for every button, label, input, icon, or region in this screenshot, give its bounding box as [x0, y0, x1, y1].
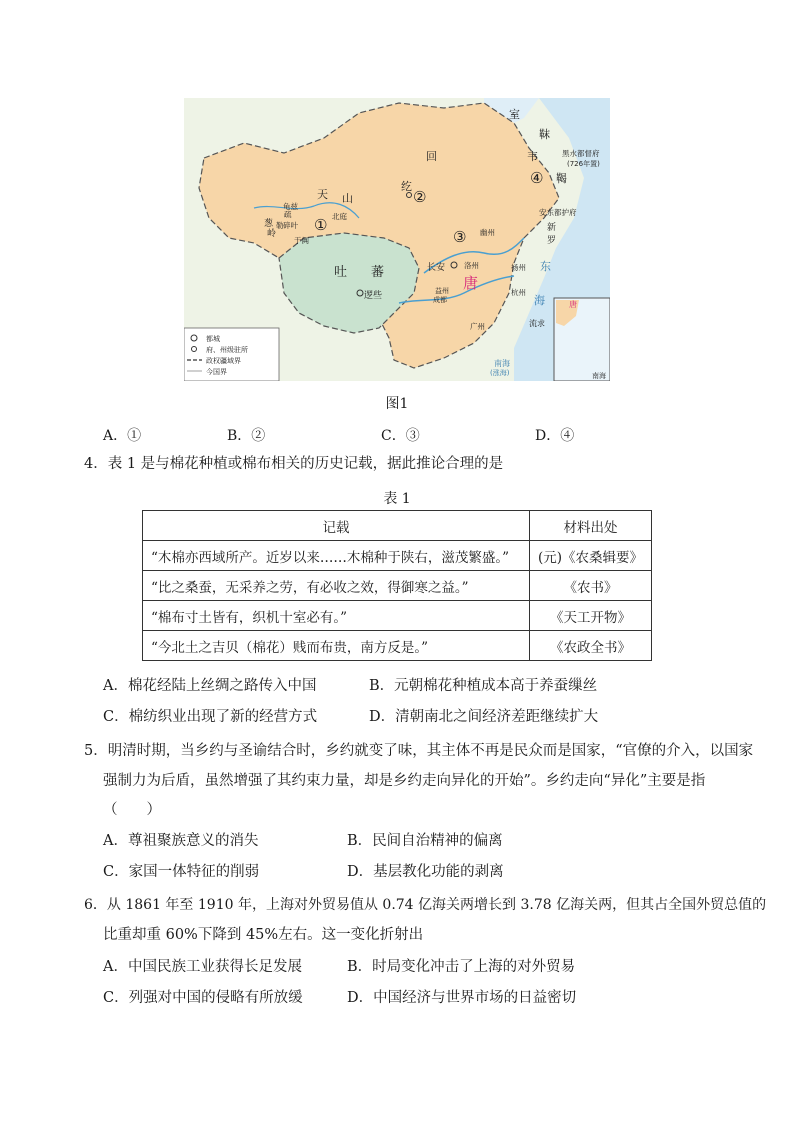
label-he: 纥	[401, 180, 412, 193]
label-yangzhou: 扬州	[511, 263, 526, 272]
label-hai: 海	[534, 294, 545, 307]
label-changan: 长安	[427, 263, 446, 273]
legend-modern-border: 今国界	[206, 368, 227, 376]
marker-3: ③	[453, 228, 467, 246]
q4-option-b[interactable]: B．元朝棉花种植成本高于养蚕缫丝	[369, 678, 598, 694]
q3-option-b-letter: B．	[227, 428, 252, 444]
label-shan: 山	[342, 192, 353, 205]
label-yizhou: 益州	[435, 287, 449, 295]
table-row	[143, 541, 652, 571]
q3-option-d[interactable]	[535, 425, 574, 445]
map-svg	[184, 98, 610, 381]
q6-option-c[interactable]: C．列强对中国的侵略有所放缓	[103, 990, 303, 1006]
label-wei: 韦	[527, 150, 538, 163]
label-hangzhou: 杭州	[511, 288, 526, 297]
label-hui: 回	[426, 150, 437, 163]
q3-option-a-letter: A．	[103, 428, 128, 444]
table-cell-record: “今北土之吉贝（棉花）贱而布贵，南方反是。”	[143, 631, 530, 661]
marker-4: ④	[530, 169, 544, 187]
table-cell-record: “棉布寸土皆有，织机十室必有。”	[143, 601, 530, 631]
q5-stem-line-1: 5．明清时期，当乡约与圣谕结合时，乡约就变了味，其主体不再是民众而是国家，“官僚的介入，以国家	[84, 743, 754, 759]
label-nanhai: 南海	[494, 359, 510, 368]
map-legend	[184, 328, 279, 381]
label-tian: 天	[317, 188, 328, 201]
label-guangzhou: 广州	[470, 322, 485, 331]
label-dong: 东	[540, 260, 551, 273]
label-bo: 蕃	[371, 265, 385, 280]
q3-option-a[interactable]	[103, 425, 141, 445]
q4-table	[142, 510, 652, 661]
table-cell-source: (元)《农桑辑要》	[530, 541, 652, 571]
label-luo: 罗	[547, 236, 557, 246]
label-gao: 葱	[264, 219, 274, 229]
q3-option-b[interactable]	[227, 425, 265, 445]
label-qiuci: 龟兹	[283, 202, 298, 211]
label-yutian: 于阗	[294, 236, 309, 245]
label-sui: 疏	[284, 210, 292, 219]
q5-answer-blank: （ ）	[103, 802, 161, 818]
table-row	[143, 631, 652, 661]
label-le: 勒	[276, 221, 284, 230]
label-zhanghai: (涨海)	[490, 369, 510, 377]
tang-dynasty-map	[184, 98, 610, 381]
label-inset-tang: 唐	[569, 300, 577, 309]
marker-1: ①	[314, 216, 328, 234]
legend-prefecture: 府、州级驻所	[206, 346, 248, 354]
label-andong: 安东都护府	[539, 208, 577, 217]
label-youzhou: 幽州	[480, 228, 495, 237]
label-liuqiu: 流求	[529, 319, 545, 328]
q4-stem: 4．表 1 是与棉花种植或棉布相关的历史记载，据此推论合理的是	[84, 456, 504, 472]
label-ling: 岭	[267, 229, 277, 239]
table-cell-record: “木棉亦西域所产。近岁以来……木棉种于陕右，滋茂繁盛。”	[143, 541, 530, 571]
table-header-record: 记载	[143, 511, 530, 541]
table-row	[143, 571, 652, 601]
label-chengdu: 成都	[433, 296, 447, 304]
q5-option-c[interactable]: C．家国一体特征的削弱	[103, 864, 260, 880]
label-luozhou: 洛州	[464, 261, 479, 270]
table-header-row	[143, 511, 652, 541]
q5-option-d[interactable]: D．基层教化功能的剥离	[347, 864, 504, 880]
label-inset-nanhai: 南海	[592, 372, 606, 380]
label-zhanye: 碎叶	[283, 221, 298, 230]
label-heishui-year: (726年置)	[567, 160, 600, 168]
label-tang: 唐	[463, 274, 479, 292]
label-shi: 室	[509, 108, 520, 121]
marker-2: ②	[413, 188, 427, 206]
table-cell-source: 《农政全书》	[530, 631, 652, 661]
q6-option-b[interactable]: B．时局变化冲击了上海的对外贸易	[347, 959, 576, 975]
q4-option-c[interactable]: C．棉纺织业出现了新的经营方式	[103, 709, 318, 725]
table-row	[143, 601, 652, 631]
q4-option-d[interactable]: D．清朝南北之间经济差距继续扩大	[369, 709, 599, 725]
q6-option-a[interactable]: A．中国民族工业获得长足发展	[103, 959, 302, 975]
q3-option-d-text: ④	[560, 428, 575, 444]
label-mo: 靺	[539, 128, 550, 141]
q3-option-c[interactable]	[381, 425, 420, 445]
table-caption: 表 1	[383, 491, 411, 507]
table-cell-source: 《农书》	[530, 571, 652, 601]
label-ji: 鞨	[556, 172, 567, 185]
q5-option-b[interactable]: B．民间自治精神的偏离	[347, 833, 503, 849]
table-header-source: 材料出处	[530, 511, 652, 541]
q3-option-b-text: ②	[251, 428, 266, 444]
q3-option-a-text: ①	[127, 428, 142, 444]
legend-border: 政权疆域界	[206, 357, 241, 365]
table-cell-record: “比之桑蚕，无采养之劳，有必收之效，得御寒之益。”	[143, 571, 530, 601]
legend-capital: 都城	[206, 335, 220, 343]
q6-stem-line-2: 比重却重 60%下降到 45%左右。这一变化折射出	[103, 927, 424, 943]
label-beiting: 北庭	[332, 212, 347, 221]
table-cell-source: 《天工开物》	[530, 601, 652, 631]
q3-option-d-letter: D．	[535, 428, 561, 444]
label-luoxie: 逻些	[364, 291, 383, 301]
q3-option-c-text: ③	[405, 428, 420, 444]
figure-caption: 图1	[385, 396, 409, 412]
q3-option-c-letter: C．	[381, 428, 406, 444]
q4-option-a[interactable]: A．棉花经陆上丝绸之路传入中国	[103, 678, 317, 694]
label-heishui: 黑水都督府	[562, 149, 600, 158]
q6-option-d[interactable]: D．中国经济与世界市场的日益密切	[347, 990, 577, 1006]
label-xin: 新	[547, 223, 557, 233]
label-tu: 吐	[334, 265, 348, 280]
q5-option-a[interactable]: A．尊祖聚族意义的消失	[103, 833, 259, 849]
q6-stem-line-1: 6．从 1861 年至 1910 年，上海对外贸易值从 0.74 亿海关两增长到 3.78 亿海关两，但其占全国外贸总值的	[84, 897, 767, 913]
q5-stem-line-2: 强制力为后盾，虽然增强了其约束力量，却是乡约走向异化的开始”。乡约走向“异化”主要是指	[103, 773, 706, 789]
